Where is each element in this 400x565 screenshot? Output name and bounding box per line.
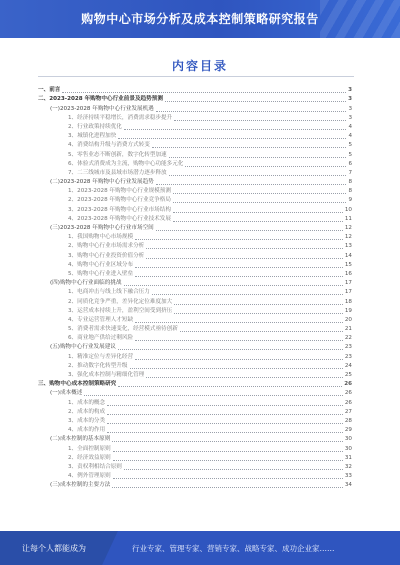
toc-entry[interactable] — [38, 307, 352, 316]
toc-leader-dots — [135, 239, 343, 240]
toc-entry-text: 1、电商冲击与线上线下融合压力 — [68, 289, 150, 296]
toc-entry[interactable] — [38, 123, 352, 132]
toc-leader-dots — [156, 184, 347, 185]
table-of-contents — [38, 86, 352, 490]
toc-entry[interactable] — [38, 325, 352, 334]
toc-entry-text: 4、购物中心行业区域分布 — [68, 261, 134, 268]
toc-entry[interactable] — [38, 398, 352, 407]
toc-entry-page: 26 — [344, 399, 352, 406]
toc-leader-dots — [113, 451, 343, 452]
toc-entry-text: (一)2023-2028 年购物中心行业发展机遇 — [50, 105, 154, 112]
toc-entry[interactable] — [38, 178, 352, 187]
toc-entry-page: 30 — [344, 445, 352, 452]
toc-entry[interactable] — [38, 205, 352, 214]
toc-entry-page: 18 — [344, 298, 352, 305]
toc-leader-dots — [135, 276, 343, 277]
toc-entry-text: (五)购物中心行业发展建议 — [50, 344, 116, 351]
toc-leader-dots — [130, 368, 343, 369]
toc-entry[interactable] — [38, 297, 352, 306]
toc-entry-text: 3、运营成本持续上升，盈利空间受到挤压 — [68, 307, 173, 314]
toc-leader-dots — [152, 294, 343, 295]
toc-entry-page: 29 — [344, 427, 352, 434]
toc-entry-page: 4 — [348, 123, 352, 130]
toc-leader-dots — [113, 478, 343, 479]
toc-entry[interactable] — [38, 463, 352, 472]
toc-leader-dots — [135, 267, 343, 268]
toc-entry-text: 3、城镇化进程加快 — [68, 133, 117, 140]
toc-entry-text: 5、购物中心行业进入壁垒 — [68, 270, 134, 277]
toc-entry[interactable] — [38, 454, 352, 463]
toc-entry[interactable] — [38, 389, 352, 398]
toc-leader-dots — [169, 175, 347, 176]
toc-entry-page: 7 — [348, 169, 352, 176]
toc-entry[interactable] — [38, 334, 352, 343]
toc-entry-page: 10 — [344, 206, 352, 213]
toc-leader-dots — [113, 460, 343, 461]
toc-entry-page: 11 — [344, 215, 352, 222]
toc-entry[interactable] — [38, 215, 352, 224]
toc-entry-text: 5、零售业态不断创新，数字化转型加速 — [68, 151, 167, 158]
toc-entry-page: 17 — [344, 280, 352, 287]
toc-leader-dots — [107, 423, 343, 424]
toc-leader-dots — [135, 359, 343, 360]
toc-entry-text: 3、责权利相结合原则 — [68, 463, 122, 470]
toc-leader-dots — [107, 414, 343, 415]
toc-entry-text: 4、2023-2028 年购物中心行业技术发展 — [68, 215, 171, 222]
toc-entry[interactable] — [38, 270, 352, 279]
toc-leader-dots — [174, 313, 343, 314]
toc-entry[interactable] — [38, 426, 352, 435]
toc-leader-dots — [135, 340, 343, 341]
toc-entry-text: 2、经济效益原则 — [68, 454, 111, 461]
toc-leader-dots — [112, 441, 343, 442]
toc-leader-dots — [169, 157, 347, 158]
toc-leader-dots — [156, 111, 347, 112]
toc-leader-dots — [124, 469, 343, 470]
toc-entry-page: 17 — [344, 289, 352, 296]
toc-entry-text: (一)成本概述 — [50, 390, 83, 397]
toc-entry-page: 22 — [344, 335, 352, 342]
toc-entry-page: 16 — [344, 270, 352, 277]
toc-leader-dots — [173, 212, 343, 213]
toc-entry[interactable] — [38, 371, 352, 380]
toc-entry-text: 2、推动数字化转型升级 — [68, 362, 128, 369]
toc-entry-page: 3 — [348, 87, 352, 94]
toc-entry[interactable] — [38, 362, 352, 371]
toc-entry[interactable] — [38, 279, 352, 288]
toc-entry-text: 2、同质化竞争严重，差异化定位难度加大 — [68, 298, 173, 305]
toc-entry[interactable] — [38, 196, 352, 205]
toc-leader-dots — [174, 304, 343, 305]
toc-entry[interactable] — [38, 444, 352, 453]
toc-entry-page: 33 — [344, 473, 352, 480]
toc-entry[interactable] — [38, 86, 352, 95]
toc-entry-text: (二)成本控制的基本原则 — [50, 436, 111, 443]
toc-entry-page: 26 — [344, 390, 352, 397]
toc-entry[interactable] — [38, 408, 352, 417]
toc-entry[interactable] — [38, 288, 352, 297]
toc-entry-page: 14 — [344, 252, 352, 259]
toc-entry[interactable] — [38, 95, 352, 104]
toc-leader-dots — [107, 432, 343, 433]
toc-leader-dots — [173, 202, 346, 203]
toc-divider — [38, 76, 354, 77]
toc-entry[interactable] — [38, 233, 352, 242]
toc-leader-dots — [135, 322, 343, 323]
toc-entry-page: 23 — [344, 353, 352, 360]
toc-leader-dots — [173, 221, 343, 222]
toc-entry[interactable] — [38, 242, 352, 251]
toc-leader-dots — [124, 129, 347, 130]
report-footer — [0, 531, 400, 565]
toc-entry-text: 4、成本的作用 — [68, 427, 106, 434]
toc-entry-page: 23 — [344, 344, 352, 351]
toc-entry-text: 三、购物中心成本控制策略研究 — [38, 381, 117, 388]
toc-entry-text: (二)2023-2028 年购物中心行业发展趋势 — [50, 179, 154, 186]
toc-entry-text: 二、2023-2028 年购物中心行业前景及趋势预测 — [38, 96, 163, 103]
toc-entry-page: 3 — [348, 114, 352, 121]
toc-entry-page: 12 — [344, 234, 352, 241]
toc-entry[interactable] — [38, 472, 352, 481]
toc-entry-page: 8 — [348, 179, 352, 186]
toc-entry[interactable] — [38, 352, 352, 361]
toc-entry[interactable] — [38, 104, 352, 113]
toc-entry[interactable] — [38, 481, 352, 490]
toc-leader-dots — [84, 395, 343, 396]
toc-entry[interactable] — [38, 435, 352, 444]
toc-entry-page: 8 — [348, 188, 352, 195]
toc-entry-text: 3、成本的分类 — [68, 417, 106, 424]
toc-entry-page: 21 — [344, 326, 352, 333]
toc-entry-text: 1、经济持续平稳增长，消费需求稳步提升 — [68, 114, 173, 121]
toc-entry-page: 32 — [344, 463, 352, 470]
toc-leader-dots — [146, 258, 343, 259]
toc-entry-text: 1、全面控制原则 — [68, 445, 111, 452]
toc-title: 内容目录 — [171, 59, 228, 73]
toc-entry-page: 5 — [348, 151, 352, 158]
toc-entry-text: 6、体验式消费成为主流，购物中心功能多元化 — [68, 160, 184, 167]
footer-slogan-right: 行业专家、管理专家、营销专家、战略专家、成功企业家…… — [132, 544, 335, 553]
toc-leader-dots — [107, 405, 343, 406]
toc-entry-text: 一、前言 — [38, 87, 61, 94]
toc-entry-text: (三)2023-2028 年购物中心行业市场空间 — [50, 225, 154, 231]
toc-entry-text: 6、商业地产供给过剩风险 — [68, 335, 134, 342]
toc-entry[interactable] — [38, 417, 352, 426]
toc-entry[interactable] — [38, 169, 352, 178]
toc-leader-dots — [146, 248, 343, 249]
toc-entry-text: 2、行业政策持续优化 — [68, 123, 122, 130]
footer-slogan-left: 让每个人都能成为 — [22, 544, 86, 553]
toc-entry[interactable] — [38, 261, 352, 270]
toc-entry-text: (三)成本控制的主要方法 — [50, 482, 111, 489]
toc-leader-dots — [118, 349, 343, 350]
toc-leader-dots — [118, 386, 342, 387]
toc-entry-text: 4、例外管理原则 — [68, 473, 111, 480]
toc-entry-page: 3 — [348, 96, 352, 103]
report-header — [0, 0, 400, 38]
toc-entry-page: 26 — [344, 381, 352, 388]
toc-entry-page: 19 — [344, 307, 352, 314]
toc-entry-text: 1、2023-2028 年购物中心行业规模预测 — [68, 188, 171, 195]
toc-leader-dots — [124, 285, 343, 286]
toc-entry[interactable] — [38, 132, 352, 141]
toc-entry[interactable] — [38, 187, 352, 196]
toc-entry-page: 13 — [344, 243, 352, 250]
toc-leader-dots — [112, 487, 343, 488]
toc-entry-page: 4 — [348, 133, 352, 140]
toc-leader-dots — [185, 166, 346, 167]
toc-entry[interactable] — [38, 141, 352, 150]
toc-entry-text: 5、消费者需求快速变化，经营模式亟待创新 — [68, 326, 178, 333]
toc-entry-text: 1、成本的概念 — [68, 399, 106, 406]
toc-entry[interactable] — [38, 160, 352, 169]
toc-entry-text: 2、购物中心行业市场需求分析 — [68, 243, 145, 250]
toc-entry-text: 3、强化成本控制与精细化管理 — [68, 372, 145, 378]
toc-entry-text: 2、成本的构成 — [68, 408, 106, 415]
toc-entry-text: 3、2023-2028 年购物中心行业市场结构 — [68, 206, 171, 213]
toc-entry[interactable] — [38, 343, 352, 352]
toc-leader-dots — [152, 147, 347, 148]
toc-entry-text: 4、专业运营管理人才短缺 — [68, 316, 134, 323]
toc-entry-page: 31 — [344, 454, 352, 461]
toc-entry[interactable] — [38, 251, 352, 260]
toc-entry-page: 20 — [344, 316, 352, 323]
toc-entry-page: 24 — [344, 362, 352, 369]
toc-entry-text: 1、精准定位与差异化经营 — [68, 353, 134, 360]
toc-leader-dots — [118, 138, 346, 139]
toc-entry-text: 1、我国购物中心市场规模 — [68, 234, 134, 241]
toc-leader-dots — [173, 193, 346, 194]
report-title: 购物中心市场分析及成本控制策略研究报告 — [81, 12, 319, 26]
toc-entry-text: 4、消费结构升级与消费方式转变 — [68, 142, 150, 149]
toc-entry[interactable] — [38, 150, 352, 159]
toc-entry-text: 7、二三线城市及县域市场潜力逐步释放 — [68, 169, 167, 176]
toc-entry-page: 12 — [344, 225, 352, 231]
toc-entry-page: 25 — [344, 372, 352, 378]
toc-entry-page: 9 — [348, 197, 352, 204]
toc-entry-page: 27 — [344, 408, 352, 415]
toc-entry-page: 30 — [344, 436, 352, 443]
toc-entry[interactable] — [38, 380, 352, 389]
toc-entry[interactable] — [38, 224, 352, 233]
toc-entry-page: 3 — [348, 105, 352, 112]
toc-entry-page: 34 — [344, 482, 352, 489]
toc-leader-dots — [156, 230, 343, 231]
toc-entry-page: 15 — [344, 261, 352, 268]
toc-entry-text: (四)购物中心行业面临的挑战 — [50, 280, 122, 287]
toc-entry[interactable] — [38, 114, 352, 123]
toc-leader-dots — [165, 101, 346, 102]
toc-entry[interactable] — [38, 316, 352, 325]
toc-leader-dots — [146, 377, 343, 378]
toc-entry-text: 2、2023-2028 年购物中心行业竞争格局 — [68, 197, 171, 204]
toc-entry-page: 5 — [348, 142, 352, 149]
toc-entry-text: 3、购物中心行业投资价值分析 — [68, 252, 145, 259]
toc-entry-page: 6 — [348, 160, 352, 167]
toc-entry-page: 28 — [344, 417, 352, 424]
toc-leader-dots — [180, 331, 343, 332]
toc-leader-dots — [174, 120, 346, 121]
toc-leader-dots — [62, 92, 346, 93]
